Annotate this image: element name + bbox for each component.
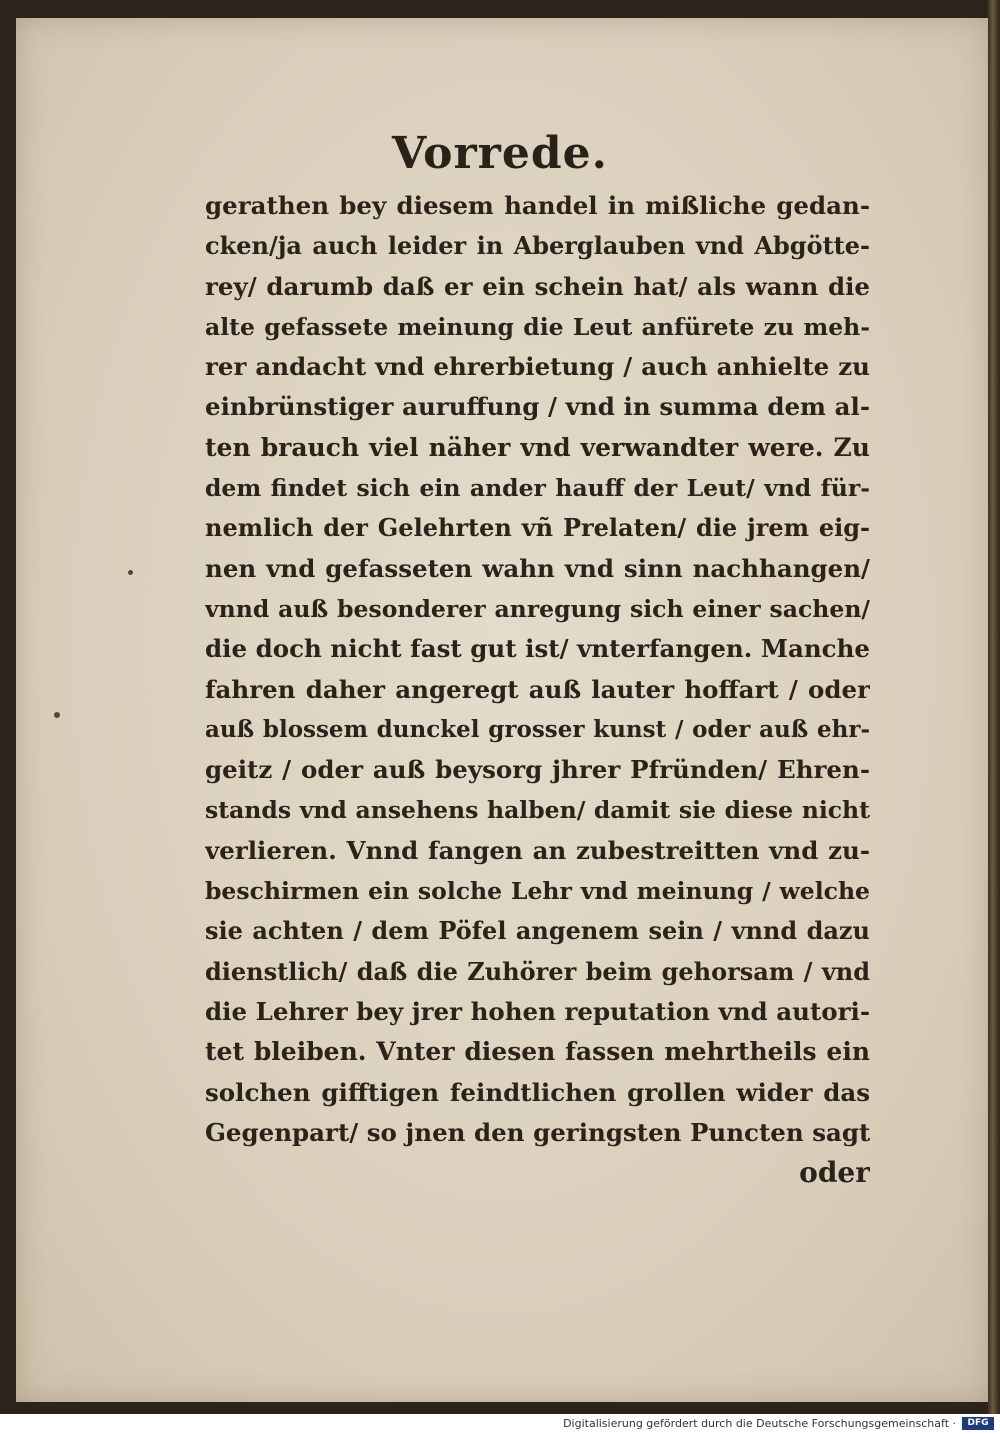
- text-line: nen vnd gefasseten wahn vnd sinn nachhangen/: [205, 553, 870, 583]
- text-line: solchen gifftigen feindtlichen grollen wider das: [205, 1077, 870, 1107]
- ink-speck: [54, 712, 60, 718]
- footer-bar: [0, 1414, 1000, 1434]
- text-line: geitz / oder auß beysorg jhrer Pfründen/ Ehren-: [205, 755, 870, 785]
- book-spine-edge: [988, 0, 1000, 1414]
- text-line: nemlich der Gelehrten vñ Prelaten/ die jrem eig-: [205, 513, 870, 543]
- text-line: gerathen bey diesem handel in mißliche gedan-: [205, 191, 870, 220]
- text-line: einbrünstiger auruffung / vnd in summa dem al-: [205, 392, 870, 422]
- text-line: verlieren. Vnnd fangen an zubestreitten vnd zu-: [205, 835, 870, 865]
- text-line: fahren daher angeregt auß lauter hoffart / oder: [205, 674, 870, 704]
- text-line: auß blossem dunckel grosser kunst / oder auß ehr-: [205, 715, 870, 743]
- catchword: oder: [799, 1156, 870, 1190]
- text-line: rer andacht vnd ehrerbietung / auch anhielte zu: [205, 352, 870, 382]
- text-line: cken/ja auch leider in Aberglauben vnd Abgötte-: [205, 231, 870, 261]
- text-line: vnnd auß besonderer anregung sich einer sachen/: [205, 594, 870, 623]
- body-text: [205, 186, 870, 1193]
- text-line: rey/ darumb daß er ein schein hat/ als wann die: [205, 271, 870, 301]
- text-line: tet bleiben. Vnter diesen fassen mehrtheils ein: [205, 1037, 870, 1067]
- text-line: sie achten / dem Pöfel angenem sein / vnnd dazu: [205, 916, 870, 946]
- text-line: stands vnd ansehens halben/ damit sie diese nicht: [205, 796, 870, 825]
- text-line: Gegenpart/ so jnen den geringsten Puncten sagt: [205, 1117, 870, 1147]
- text-line: alte gefassete meinung die Leut anfürete zu meh-: [205, 312, 870, 341]
- page-heading: Vorrede.: [392, 128, 608, 179]
- text-line: beschirmen ein solche Lehr vnd meinung / welche: [205, 877, 870, 906]
- ink-speck: [128, 570, 133, 575]
- text-line: die doch nicht fast gut ist/ vnterfangen. Manche: [205, 634, 870, 664]
- text-line: die Lehrer bey jrer hohen reputation vnd autori-: [205, 996, 870, 1026]
- text-line: dem findet sich ein ander hauff der Leut/ vnd für-: [205, 474, 870, 503]
- text-line: dienstlich/ daß die Zuhörer beim gehorsam / vnd: [205, 956, 870, 986]
- text-line: ten brauch viel näher vnd verwandter were. Zu: [205, 432, 870, 462]
- funding-credit: Digitalisierung gefördert durch die Deutsche Forschungsgemeinschaft ·: [563, 1417, 956, 1430]
- dfg-logo-icon: DFG: [962, 1417, 994, 1430]
